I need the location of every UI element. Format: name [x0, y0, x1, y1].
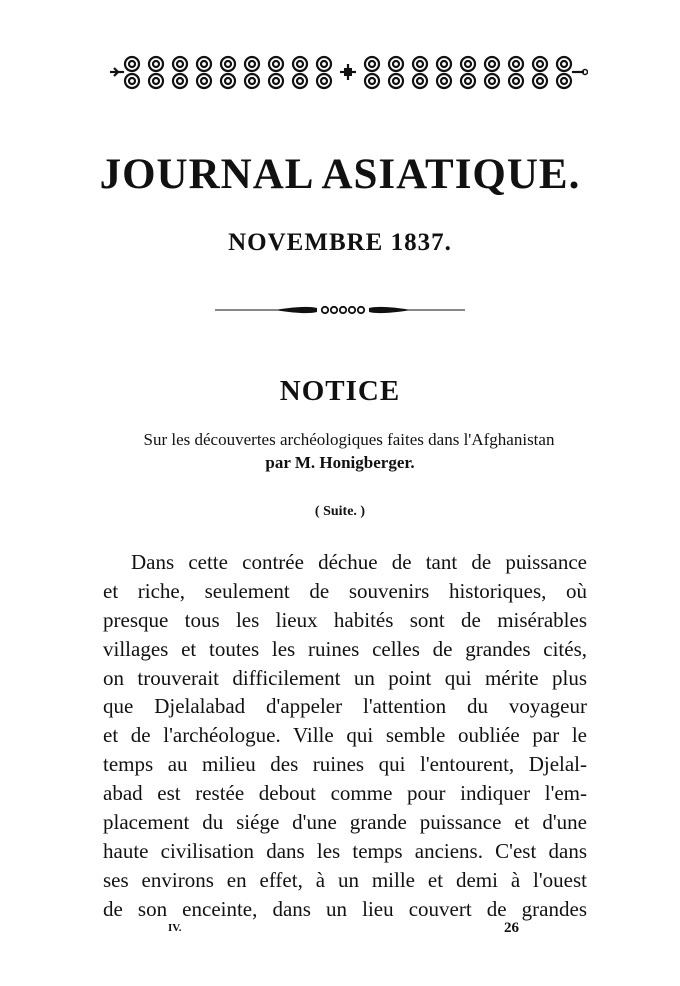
body-line: on trouverait difficilement un point qui mérite plus [103, 665, 587, 690]
ornament-top-icon [108, 50, 588, 96]
signature-mark: IV. [168, 922, 182, 934]
body-line: et de l'archéologue. Ville qui semble oubliée par le [103, 723, 587, 748]
author-line: par M. Honigberger. [265, 453, 415, 472]
body-line: temps au milieu des ruines qui l'entourent, Djelal- [103, 752, 587, 777]
journal-title: JOURNAL ASIATIQUE. [99, 151, 581, 198]
body-line: Dans cette contrée déchue de tant de puissance [131, 550, 587, 574]
body-line: villages et toutes les ruines celles de grandes cités, [103, 636, 587, 661]
body-line: placement du siége d'une grande puissance et d'une [103, 810, 587, 835]
article-author [0, 452, 680, 474]
body-line: que Djelalabad d'appeler l'attention du voyageur [103, 694, 587, 719]
article-subtitle: Sur les découvertes archéologiques faites dans l'Afghanistan [143, 430, 555, 449]
continuation-note: ( Suite. ) [314, 504, 366, 519]
body-line: et riche, seulement de souvenirs historiques, où [103, 578, 587, 603]
body-line: ses environs en effet, à un mille et demi à l'ouest [103, 867, 587, 892]
body-line: abad est restée debout comme pour indiquer l'em- [103, 781, 587, 806]
body-line: presque tous les lieux habités sont de misérables [103, 607, 587, 632]
article-title: NOTICE [279, 375, 401, 407]
body-line: haute civilisation dans les temps anciens. C'est dans [103, 838, 587, 863]
article-body [103, 548, 587, 924]
issue-date: NOVEMBRE 1837. [228, 229, 452, 256]
body-line: de son enceinte, dans un lieu couvert de grandes [103, 896, 587, 921]
page-number: 26 [504, 920, 519, 936]
divider-ornament-icon [215, 300, 465, 320]
